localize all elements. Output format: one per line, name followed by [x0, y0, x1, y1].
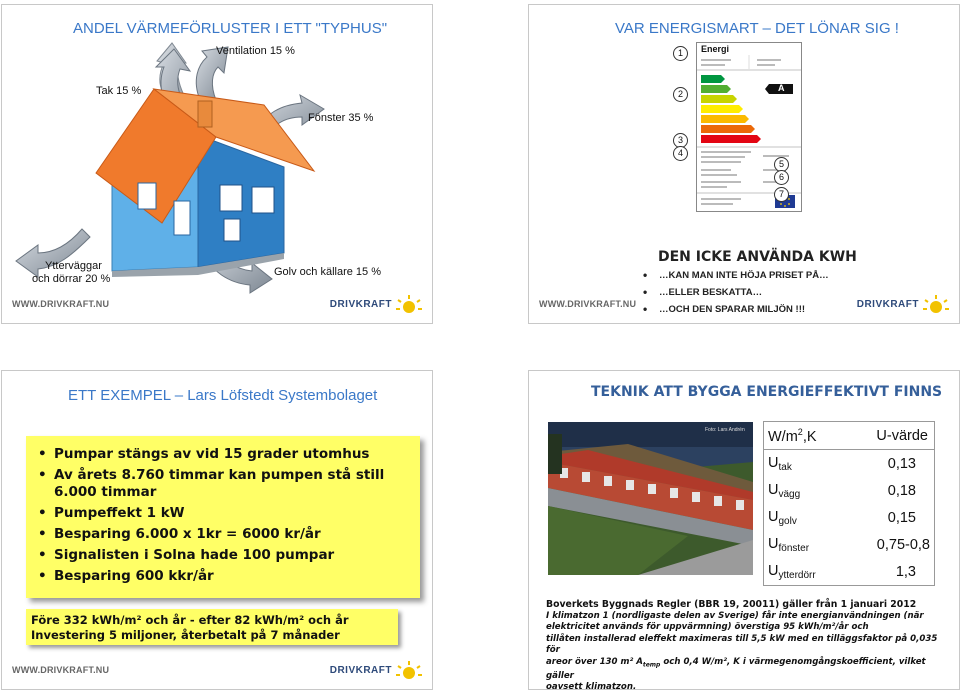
footer-url: WWW.DRIVKRAFT.NU: [12, 665, 110, 675]
table-header-row: [764, 422, 935, 450]
footer-url: WWW.DRIVKRAFT.NU: [539, 299, 637, 309]
callout-3: 3: [673, 133, 688, 148]
label-floor: Golv och källare 15 %: [274, 266, 381, 278]
regulation-heading: Boverkets Byggnads Regler (BBR 19, 20011) gäller från 1 januari 2012: [546, 599, 917, 610]
table-row: $U_{vägg}$ 0,18: [764, 477, 935, 504]
list-item: • Av årets 8.760 timmar kan pumpen stå still 6.000 timmar: [38, 467, 420, 501]
row-value: 0,13: [887, 455, 916, 472]
callout-6: 6: [774, 170, 789, 185]
table-header-unit: $W/m^2,K$: [764, 422, 846, 450]
label-ventilation: Ventilation 15 %: [216, 45, 295, 57]
highlight-box: [26, 436, 420, 598]
callout-4: 4: [673, 146, 688, 161]
list-item: • Pumpar stängs av vid 15 grader utomhus: [38, 446, 420, 463]
table-row: $U_{tak}$ 0,13: [764, 450, 935, 478]
slide-title: ANDEL VÄRMEFÖRLUSTER I ETT "TYPHUS": [73, 20, 388, 37]
callout-5: 5: [774, 157, 789, 172]
bullet-list: [643, 267, 829, 318]
regulation-line: elektricitet används för uppvärmning) överstiga 95 kWh/m²/år och: [546, 622, 869, 632]
slide-title: ETT EXEMPEL – Lars Löfstedt Systembolaget: [68, 387, 378, 404]
regulation-line: oavsett klimatzon.: [546, 682, 637, 690]
callout-7: 7: [774, 187, 789, 202]
row-label: golv: [778, 515, 797, 527]
list-item: • Signalisten i Solna hade 100 pumpar: [38, 547, 420, 564]
callout-2: 2: [673, 87, 688, 102]
energy-label-card: [696, 42, 802, 212]
footer-brand: DRIVKRAFT: [856, 299, 919, 310]
row-label: fönster: [778, 542, 810, 554]
table-row: $U_{fönster}$ 0,75-0,8: [764, 531, 935, 558]
slide-heat-loss: [1, 4, 433, 324]
list-item: • Besparing 600 kkr/år: [38, 568, 420, 585]
u-value-table: [763, 421, 935, 586]
table-row: $U_{ytterdörr}$ 1,3: [764, 558, 935, 586]
regulation-line: areor över 130 m² $A_{temp}$ och 0,4 W/m², K i värmegenomgångskoefficient, vilket gäller: [546, 656, 926, 681]
summary-box: [26, 609, 398, 645]
sun-logo-icon: [921, 293, 951, 317]
list-item: • Pumpeffekt 1 kW: [38, 505, 420, 522]
slide-title: VAR ENERGISMART – DET LÖNAR SIG !: [615, 20, 899, 37]
footer-brand: DRIVKRAFT: [329, 665, 392, 676]
row-label: vägg: [778, 488, 801, 500]
row-label: ytterdörr: [778, 569, 816, 581]
slide-energy-smart: [528, 4, 960, 324]
slide-title: TEKNIK ATT BYGGA ENERGIEFFEKTIVT FINNS: [591, 384, 943, 400]
energy-label-heading: Energi: [701, 44, 730, 54]
row-value: 0,15: [887, 509, 916, 526]
slide-building-tech: [528, 370, 960, 690]
regulation-line: I klimatzon 1 (nordligaste delen av Sverige) får inte energianvändningen (när: [546, 610, 924, 621]
list-item: • …OCH DEN SPARAR MILJÖN !!!: [643, 301, 829, 318]
row-value: 1,3: [895, 563, 916, 580]
photo-credit: Foto: Lars Andrén: [705, 427, 745, 433]
table-header-value: U-värde: [845, 422, 934, 450]
sun-logo-icon: [394, 293, 424, 317]
row-label: tak: [778, 461, 792, 473]
slide-example: [1, 370, 433, 690]
bullet-list: [26, 436, 420, 585]
energy-label-class: A: [778, 83, 785, 93]
regulation-text: [546, 599, 951, 690]
table-row: $U_{golv}$ 0,15: [764, 504, 935, 531]
row-value: 0,75-0,8: [876, 536, 930, 553]
summary-line: Före 332 kWh/m² och år - efter 82 kWh/m² och år: [31, 613, 349, 627]
label-roof: Tak 15 %: [96, 85, 142, 97]
callout-1: 1: [673, 46, 688, 61]
label-windows: Fönster 35 %: [308, 112, 374, 124]
label-walls-line2: och dörrar 20 %: [32, 273, 111, 285]
footer-brand: DRIVKRAFT: [329, 299, 392, 310]
energy-label-graphic: [697, 43, 801, 211]
row-value: 0,18: [887, 482, 916, 499]
label-walls-line1: Ytterväggar: [45, 260, 102, 272]
summary-line: Investering 5 miljoner, återbetalt på 7 månader: [31, 628, 340, 642]
list-item: • …ELLER BESKATTA…: [643, 284, 829, 301]
list-item: • …KAN MAN INTE HÖJA PRISET PÅ…: [643, 267, 829, 284]
sun-logo-icon: [394, 659, 424, 683]
footer-url: WWW.DRIVKRAFT.NU: [12, 299, 110, 309]
regulation-line: tillåten installerad eleffekt maximeras till 5,5 kW med en tilläggsfaktor på 0,035 för: [546, 633, 938, 655]
photo-row-houses: [548, 422, 753, 575]
list-item: • Besparing 6.000 x 1kr = 6000 kr/år: [38, 526, 420, 543]
slide-subtitle: DEN ICKE ANVÄNDA KWH: [658, 249, 857, 265]
